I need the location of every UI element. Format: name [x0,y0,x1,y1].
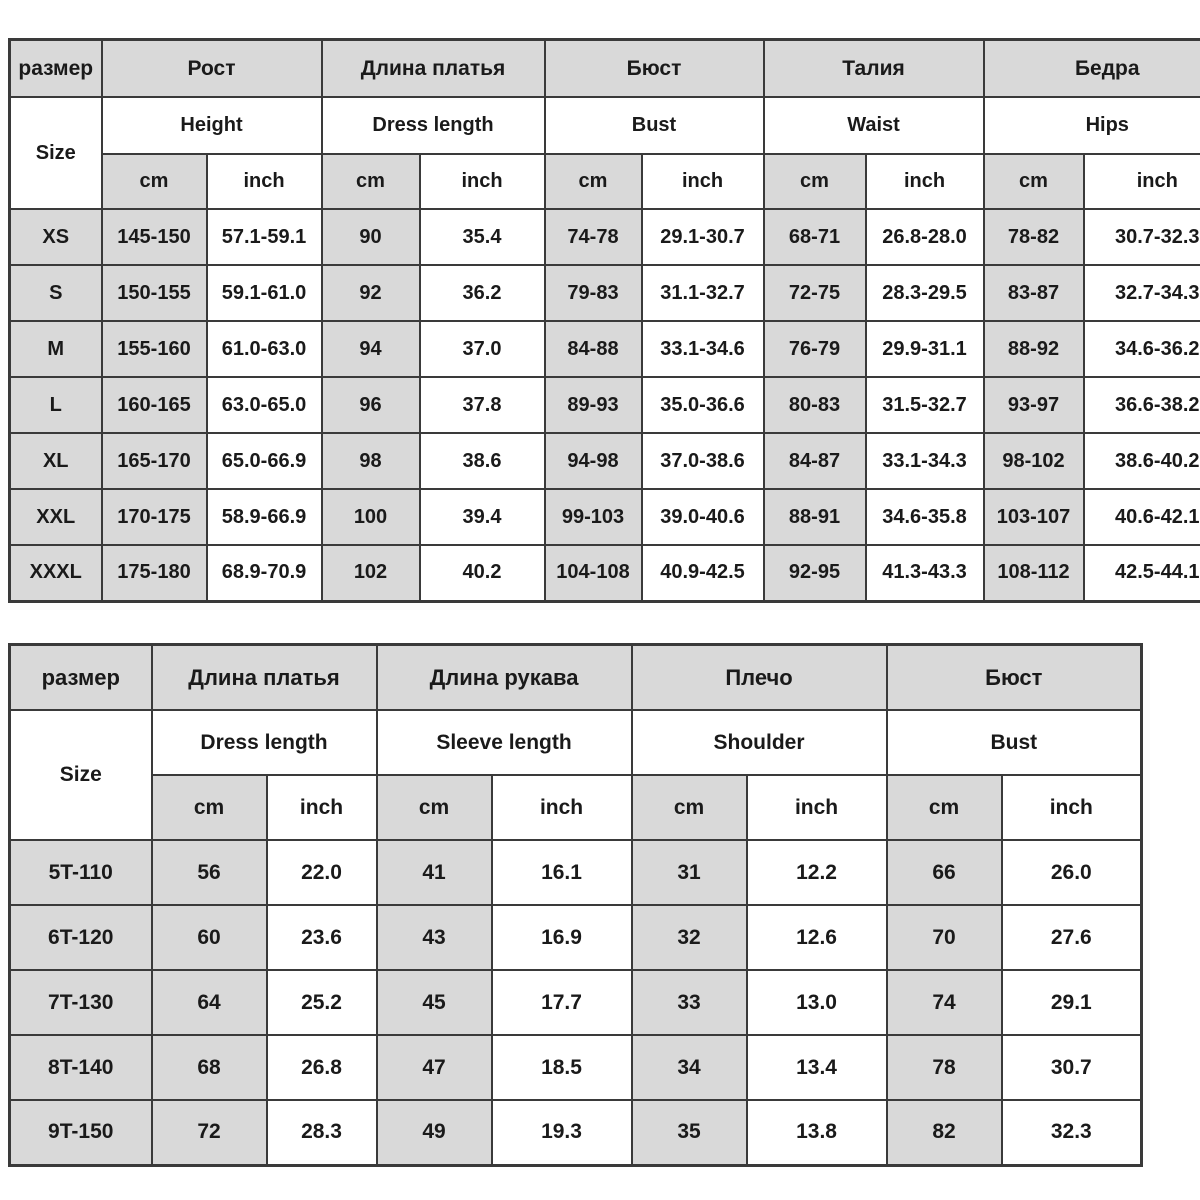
dress-length-header-ru: Длина платья [152,645,377,711]
cm-value-cell: 45 [377,970,492,1035]
cm-value-cell: 99-103 [545,489,642,545]
cm-value-cell: 33 [632,970,747,1035]
table-row [10,489,1200,545]
sleeve-length-header-ru: Длина рукава [377,645,632,711]
inch-value-cell: 32.3 [1002,1100,1142,1165]
inch-value-cell: 12.6 [747,905,887,970]
bust-header-en: Bust [545,97,764,154]
cm-value-cell: 31 [632,840,747,905]
cm-unit-label: cm [377,775,492,840]
inch-value-cell: 29.1 [1002,970,1142,1035]
cm-value-cell: 94-98 [545,433,642,489]
cm-value-cell: 93-97 [984,377,1084,433]
size-cell: XL [10,433,102,489]
inch-value-cell: 28.3 [267,1100,377,1165]
header-row-units [10,775,1142,840]
cm-value-cell: 82 [887,1100,1002,1165]
inch-value-cell: 39.4 [420,489,545,545]
table-row [10,1035,1142,1100]
inch-value-cell: 36.2 [420,265,545,321]
header-row-russian [10,645,1142,711]
cm-value-cell: 103-107 [984,489,1084,545]
cm-value-cell: 79-83 [545,265,642,321]
inch-value-cell: 12.2 [747,840,887,905]
cm-value-cell: 170-175 [102,489,207,545]
cm-value-cell: 76-79 [764,321,866,377]
cm-value-cell: 165-170 [102,433,207,489]
table-row [10,265,1200,321]
size-cell: M [10,321,102,377]
table-row [10,433,1200,489]
cm-value-cell: 98-102 [984,433,1084,489]
inch-unit-label: inch [1084,154,1200,209]
header-row-english [10,97,1200,154]
cm-value-cell: 60 [152,905,267,970]
inch-value-cell: 22.0 [267,840,377,905]
sleeve-length-header-en: Sleeve length [377,710,632,775]
inch-unit-label: inch [207,154,322,209]
inch-value-cell: 40.9-42.5 [642,545,764,601]
inch-unit-label: inch [492,775,632,840]
cm-value-cell: 68-71 [764,209,866,265]
kids-size-table [8,643,1143,1167]
header-row-english [10,710,1142,775]
cm-value-cell: 41 [377,840,492,905]
inch-value-cell: 26.0 [1002,840,1142,905]
bust-header-en: Bust [887,710,1142,775]
inch-value-cell: 16.1 [492,840,632,905]
cm-value-cell: 102 [322,545,420,601]
adult-table-body [10,209,1200,601]
hips-header-en: Hips [984,97,1200,154]
inch-value-cell: 68.9-70.9 [207,545,322,601]
dress-length-header-en: Dress length [152,710,377,775]
inch-value-cell: 28.3-29.5 [866,265,984,321]
inch-value-cell: 59.1-61.0 [207,265,322,321]
inch-unit-label: inch [267,775,377,840]
table-row [10,840,1142,905]
inch-value-cell: 65.0-66.9 [207,433,322,489]
inch-value-cell: 34.6-36.2 [1084,321,1200,377]
cm-value-cell: 155-160 [102,321,207,377]
inch-value-cell: 36.6-38.2 [1084,377,1200,433]
inch-value-cell: 41.3-43.3 [866,545,984,601]
inch-value-cell: 31.1-32.7 [642,265,764,321]
inch-value-cell: 23.6 [267,905,377,970]
header-row-russian [10,40,1200,98]
inch-value-cell: 38.6-40.2 [1084,433,1200,489]
cm-value-cell: 78-82 [984,209,1084,265]
cm-value-cell: 90 [322,209,420,265]
inch-value-cell: 17.7 [492,970,632,1035]
table-row [10,1100,1142,1165]
inch-unit-label: inch [1002,775,1142,840]
cm-value-cell: 160-165 [102,377,207,433]
size-cell: 7T-130 [10,970,152,1035]
cm-value-cell: 175-180 [102,545,207,601]
inch-value-cell: 16.9 [492,905,632,970]
cm-value-cell: 32 [632,905,747,970]
bust-header-ru: Бюст [887,645,1142,711]
inch-value-cell: 26.8-28.0 [866,209,984,265]
size-header-ru: размер [10,40,102,98]
inch-value-cell: 31.5-32.7 [866,377,984,433]
size-cell: 8T-140 [10,1035,152,1100]
inch-value-cell: 40.6-42.1 [1084,489,1200,545]
size-cell: 6T-120 [10,905,152,970]
inch-value-cell: 25.2 [267,970,377,1035]
height-header-en: Height [102,97,322,154]
inch-value-cell: 39.0-40.6 [642,489,764,545]
cm-value-cell: 47 [377,1035,492,1100]
size-cell: L [10,377,102,433]
cm-value-cell: 43 [377,905,492,970]
size-cell: XXXL [10,545,102,601]
inch-value-cell: 29.1-30.7 [642,209,764,265]
table-row [10,321,1200,377]
hips-header-ru: Бедра [984,40,1200,98]
height-header-ru: Рост [102,40,322,98]
inch-value-cell: 35.0-36.6 [642,377,764,433]
inch-value-cell: 37.8 [420,377,545,433]
cm-value-cell: 74 [887,970,1002,1035]
kids-table-body [10,840,1142,1165]
inch-value-cell: 38.6 [420,433,545,489]
inch-value-cell: 37.0-38.6 [642,433,764,489]
cm-value-cell: 34 [632,1035,747,1100]
size-header-en: Size [10,710,152,840]
cm-value-cell: 84-88 [545,321,642,377]
cm-value-cell: 78 [887,1035,1002,1100]
inch-value-cell: 37.0 [420,321,545,377]
size-cell: XS [10,209,102,265]
cm-unit-label: cm [887,775,1002,840]
inch-unit-label: inch [747,775,887,840]
inch-value-cell: 13.0 [747,970,887,1035]
cm-value-cell: 80-83 [764,377,866,433]
shoulder-header-ru: Плечо [632,645,887,711]
header-row-units [10,154,1200,209]
cm-value-cell: 92 [322,265,420,321]
inch-value-cell: 30.7-32.3 [1084,209,1200,265]
inch-value-cell: 42.5-44.1 [1084,545,1200,601]
cm-value-cell: 94 [322,321,420,377]
cm-value-cell: 88-91 [764,489,866,545]
cm-value-cell: 72-75 [764,265,866,321]
inch-value-cell: 27.6 [1002,905,1142,970]
inch-value-cell: 30.7 [1002,1035,1142,1100]
cm-value-cell: 145-150 [102,209,207,265]
waist-header-ru: Талия [764,40,984,98]
inch-unit-label: inch [866,154,984,209]
cm-value-cell: 108-112 [984,545,1084,601]
cm-value-cell: 84-87 [764,433,866,489]
size-header-en: Size [10,97,102,209]
dress-length-header-ru: Длина платья [322,40,545,98]
adult-size-table [8,38,1200,603]
size-cell: 5T-110 [10,840,152,905]
cm-unit-label: cm [152,775,267,840]
cm-unit-label: cm [102,154,207,209]
cm-value-cell: 89-93 [545,377,642,433]
cm-value-cell: 68 [152,1035,267,1100]
inch-value-cell: 26.8 [267,1035,377,1100]
table-row [10,377,1200,433]
cm-value-cell: 72 [152,1100,267,1165]
cm-value-cell: 66 [887,840,1002,905]
cm-value-cell: 100 [322,489,420,545]
cm-value-cell: 83-87 [984,265,1084,321]
inch-value-cell: 32.7-34.3 [1084,265,1200,321]
cm-value-cell: 96 [322,377,420,433]
table-row [10,209,1200,265]
cm-value-cell: 98 [322,433,420,489]
cm-value-cell: 88-92 [984,321,1084,377]
inch-value-cell: 34.6-35.8 [866,489,984,545]
cm-unit-label: cm [984,154,1084,209]
cm-value-cell: 92-95 [764,545,866,601]
table-row [10,905,1142,970]
cm-value-cell: 49 [377,1100,492,1165]
inch-value-cell: 40.2 [420,545,545,601]
bust-header-ru: Бюст [545,40,764,98]
table-row [10,970,1142,1035]
cm-value-cell: 150-155 [102,265,207,321]
size-cell: XXL [10,489,102,545]
inch-value-cell: 19.3 [492,1100,632,1165]
size-cell: 9T-150 [10,1100,152,1165]
inch-unit-label: inch [642,154,764,209]
cm-unit-label: cm [322,154,420,209]
cm-value-cell: 70 [887,905,1002,970]
size-header-ru: размер [10,645,152,711]
inch-value-cell: 63.0-65.0 [207,377,322,433]
cm-unit-label: cm [545,154,642,209]
inch-value-cell: 35.4 [420,209,545,265]
waist-header-en: Waist [764,97,984,154]
table-row [10,545,1200,601]
cm-value-cell: 56 [152,840,267,905]
inch-value-cell: 57.1-59.1 [207,209,322,265]
inch-value-cell: 33.1-34.6 [642,321,764,377]
cm-value-cell: 35 [632,1100,747,1165]
cm-unit-label: cm [632,775,747,840]
inch-value-cell: 33.1-34.3 [866,433,984,489]
inch-value-cell: 18.5 [492,1035,632,1100]
cm-unit-label: cm [764,154,866,209]
cm-value-cell: 104-108 [545,545,642,601]
inch-value-cell: 13.4 [747,1035,887,1100]
shoulder-header-en: Shoulder [632,710,887,775]
inch-unit-label: inch [420,154,545,209]
cm-value-cell: 64 [152,970,267,1035]
inch-value-cell: 58.9-66.9 [207,489,322,545]
dress-length-header-en: Dress length [322,97,545,154]
size-cell: S [10,265,102,321]
inch-value-cell: 13.8 [747,1100,887,1165]
inch-value-cell: 29.9-31.1 [866,321,984,377]
inch-value-cell: 61.0-63.0 [207,321,322,377]
cm-value-cell: 74-78 [545,209,642,265]
